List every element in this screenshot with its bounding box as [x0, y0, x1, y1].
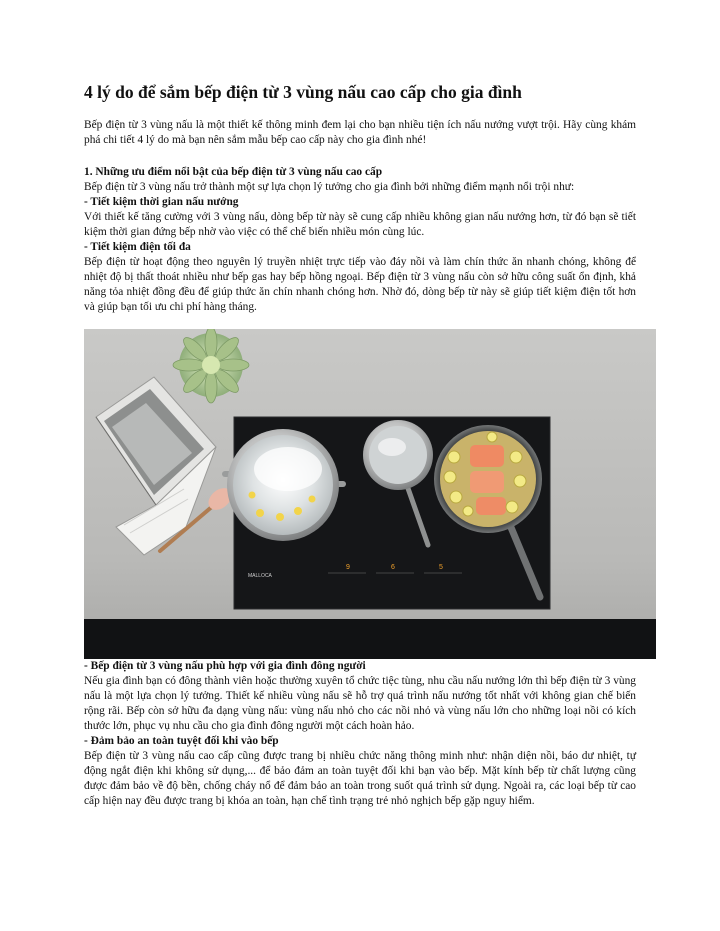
intro-paragraph: Bếp điện từ 3 vùng nấu là một thiết kế thông minh đem lại cho bạn nhiều tiện ích nấu nướng vượt trội. Hãy cùng khám phá chi tiết 4 lý do mà bạn nên sắm mẫu bếp cao cấp này cho gia đình nhé! [84, 119, 636, 146]
point3-body: Nếu gia đình bạn có đông thành viên hoặc thường xuyên tổ chức tiệc tùng, nhu cầu nấu nướng lớn thì bếp điện từ 3 vùng nấu là một lựa chọn lý tưởng. Thiết kế nhiều vùng nấu sẽ hỗ trợ quá trình nấu nướng tốt nhất với không gian chế biến rộng rãi. Bếp còn sở hữu đa dạng vùng nấu: vùng nấu nhỏ cho các nồi nhỏ và vùng nấu lớn cho những loại nồi có kích thước lớn, phục vụ nhu cầu cho gia đình đông người một cách hoàn hảo. [84, 675, 636, 732]
section-continued [84, 659, 636, 809]
section1-heading: 1. Những ưu điểm nổi bật của bếp điện từ 3 vùng nấu cao cấp [84, 166, 383, 178]
point2-heading: - Tiết kiệm điện tối đa [84, 241, 191, 253]
zone1-display: 9 [346, 564, 350, 571]
section1-lead: Bếp điện từ 3 vùng nấu trở thành một sự lựa chọn lý tưởng cho gia đình bởi những điểm mạnh nổi trội như: [84, 181, 575, 193]
point1-body: Với thiết kế tăng cường với 3 vùng nấu, dòng bếp từ này sẽ cung cấp nhiều không gian nấu nướng hơn, từ đó bạn sẽ tiết kiệm thời gian đứng bếp nhờ vào việc có thể chế biến nhiều món cùng lúc. [84, 211, 636, 238]
intro-section [84, 118, 636, 148]
point1-heading: - Tiết kiệm thời gian nấu nướng [84, 196, 239, 208]
zone3-display: 5 [439, 564, 443, 571]
cooktop-photo [84, 329, 656, 659]
point2-body: Bếp điện từ hoạt động theo nguyên lý truyền nhiệt trực tiếp vào đáy nồi và làm chín thức ăn nhanh chóng, không để nhiệt độ bị thất thoát nhiều như bếp gas hay bếp hồng ngoại. Bếp điện từ 3 vùng nấu còn sở hữu công suất ổn định, khả năng tỏa nhiệt đồng đều để giúp thức ăn chín nhanh chóng hơn. Nhờ đó, dòng bếp từ này sẽ giúp tiết kiệm điện tốt hơn và giúp bạn tối ưu chi phí hàng tháng. [84, 256, 636, 313]
brand-label: MALLOCA [248, 573, 272, 579]
point3-heading: - Bếp điện từ 3 vùng nấu phù hợp với gia đình đông người [84, 660, 366, 672]
point4-heading: - Đảm bảo an toàn tuyệt đối khi vào bếp [84, 735, 279, 747]
article-title: 4 lý do để sắm bếp điện từ 3 vùng nấu cao cấp cho gia đình [84, 82, 522, 102]
zone2-display: 6 [391, 564, 395, 571]
section-advantages [84, 165, 636, 315]
succulent-plant [173, 329, 249, 403]
point4-body: Bếp điện từ 3 vùng nấu cao cấp cũng được trang bị nhiều chức năng thông minh như: nhận diện nồi, báo dư nhiệt, tự động ngắt điện khi không sử dụng,... để bảo đảm an toàn tuyệt đối khi bạn vào bếp. Mặt kính bếp từ chất lượng cũng được đảm bảo về độ bền, chống cháy nổ để đảm bảo an toàn trong suốt quá trình sử dụng. Ngoài ra, các loại bếp từ cao cấp hiện nay đều được trang bị khóa an toàn, hạn chế tình trạng trẻ nhỏ nghịch bếp gặp nguy hiểm. [84, 750, 636, 807]
table-edge-shadow [84, 619, 656, 659]
